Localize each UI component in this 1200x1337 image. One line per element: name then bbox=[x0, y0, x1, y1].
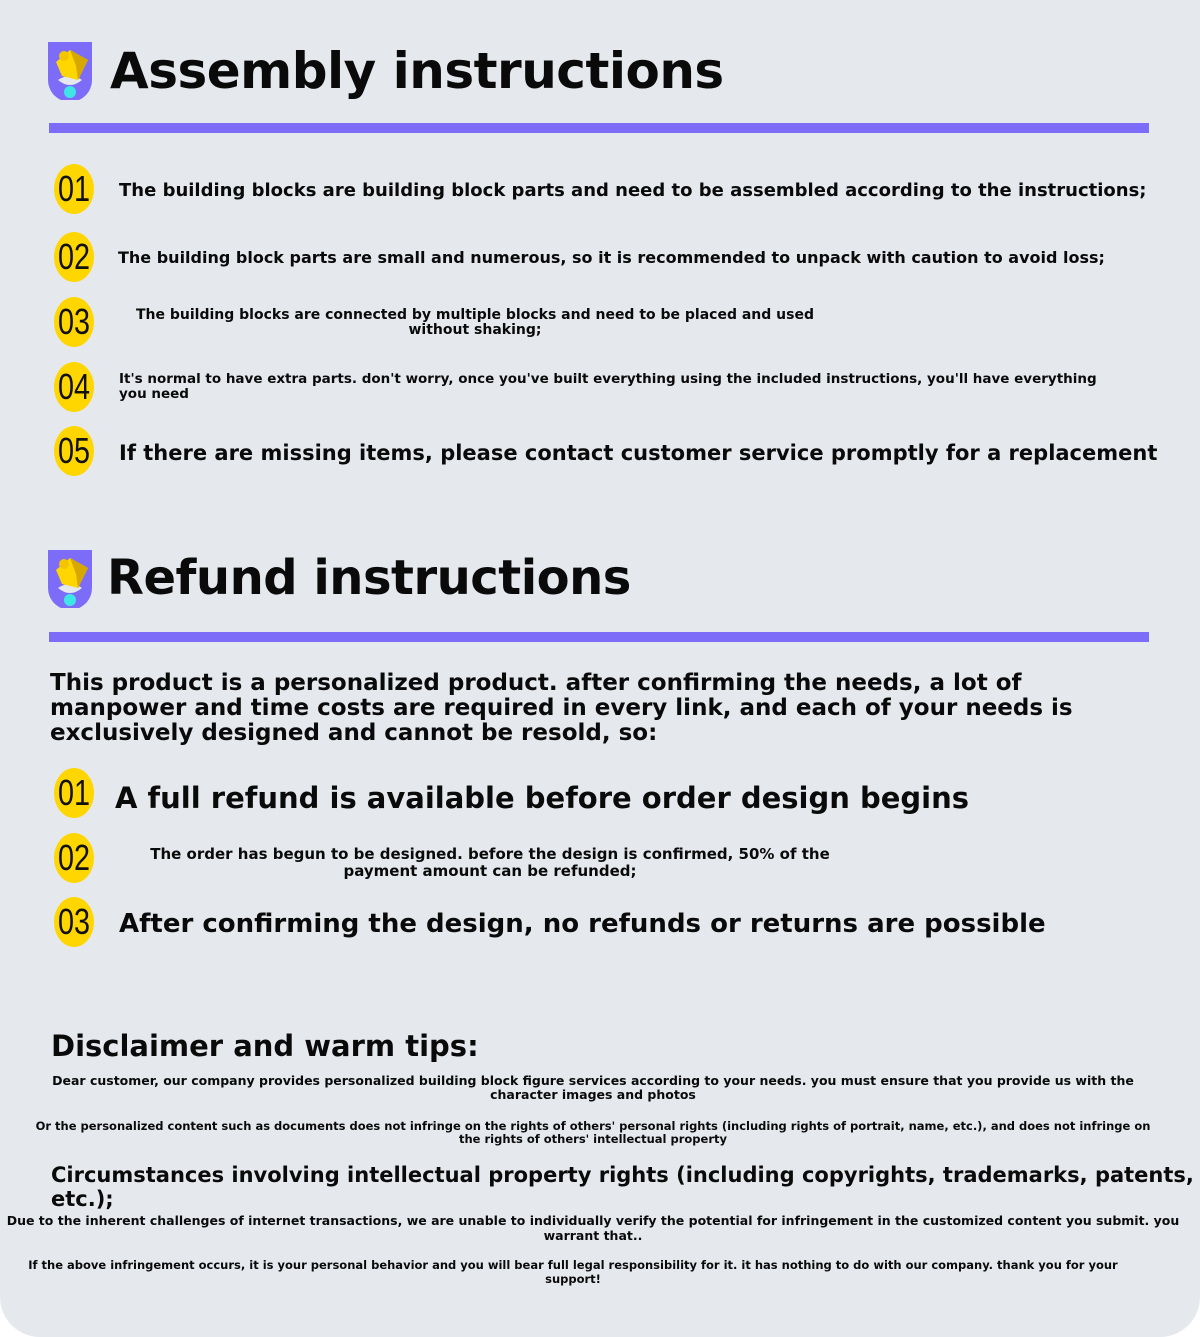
disclaimer-p1: Dear customer, our company provides personalized building block figure services according to your needs. you must ensure that you provide us with the character images and photos bbox=[52, 1073, 1134, 1102]
refund-title: Refund instructions bbox=[107, 550, 631, 606]
badge-04: 04 bbox=[54, 362, 94, 412]
badge-01: 01 bbox=[54, 164, 94, 214]
assembly-item-2: The building block parts are small and numerous, so it is recommended to unpack with caution to avoid loss; bbox=[118, 248, 1105, 267]
assembly-item-1: The building blocks are building block parts and need to be assembled according to the instructions; bbox=[119, 180, 1147, 201]
refund-item-3: After confirming the design, no refunds or returns are possible bbox=[119, 909, 1046, 939]
assembly-title: Assembly instructions bbox=[110, 42, 724, 100]
badge-02: 02 bbox=[54, 833, 94, 883]
disclaimer-p3: Due to the inherent challenges of internet transactions, we are unable to individually verify the potential for infringement in the customized content you submit. you warrant that.. bbox=[6, 1213, 1180, 1243]
badge-05: 05 bbox=[54, 426, 94, 476]
divider bbox=[49, 123, 1149, 133]
disclaimer-p2: Or the personalized content such as documents does not infringe on the rights of others' personal rights (including rights of portrait, name, etc.), and does not infringe on the rights of others' intellectual property bbox=[35, 1119, 1151, 1146]
building-block-logo-icon bbox=[48, 550, 92, 608]
refund-item-1: A full refund is available before order design begins bbox=[115, 781, 970, 815]
badge-02: 02 bbox=[54, 232, 94, 282]
disclaimer-p4: If the above infringement occurs, it is your personal behavior and you will bear full legal responsibility for it. it has nothing to do with our company. thank you for your support! bbox=[28, 1258, 1118, 1286]
assembly-item-3: The building blocks are connected by multiple blocks and need to be placed and used without shaking; bbox=[136, 307, 814, 338]
assembly-item-4: It's normal to have extra parts. don't worry, once you've built everything using the included instructions, you'll have everything you need bbox=[119, 371, 1097, 402]
badge-03: 03 bbox=[54, 897, 94, 947]
disclaimer-title: Disclaimer and warm tips: bbox=[51, 1029, 479, 1063]
disclaimer-heading: Circumstances involving intellectual property rights (including copyrights, trademarks, patents, etc.); bbox=[51, 1163, 1194, 1211]
divider bbox=[49, 632, 1149, 642]
refund-item-2: The order has begun to be designed. before the design is confirmed, 50% of the payment amount can be refunded; bbox=[150, 845, 830, 880]
badge-01: 01 bbox=[54, 768, 94, 818]
refund-intro: This product is a personalized product. after confirming the needs, a lot of manpower and time costs are required in every link, and each of your needs is exclusively designed and cannot be resold, so: bbox=[50, 670, 1073, 746]
assembly-item-5: If there are missing items, please contact customer service promptly for a replacement bbox=[119, 441, 1158, 465]
badge-03: 03 bbox=[54, 297, 94, 347]
building-block-logo-icon bbox=[48, 42, 92, 100]
